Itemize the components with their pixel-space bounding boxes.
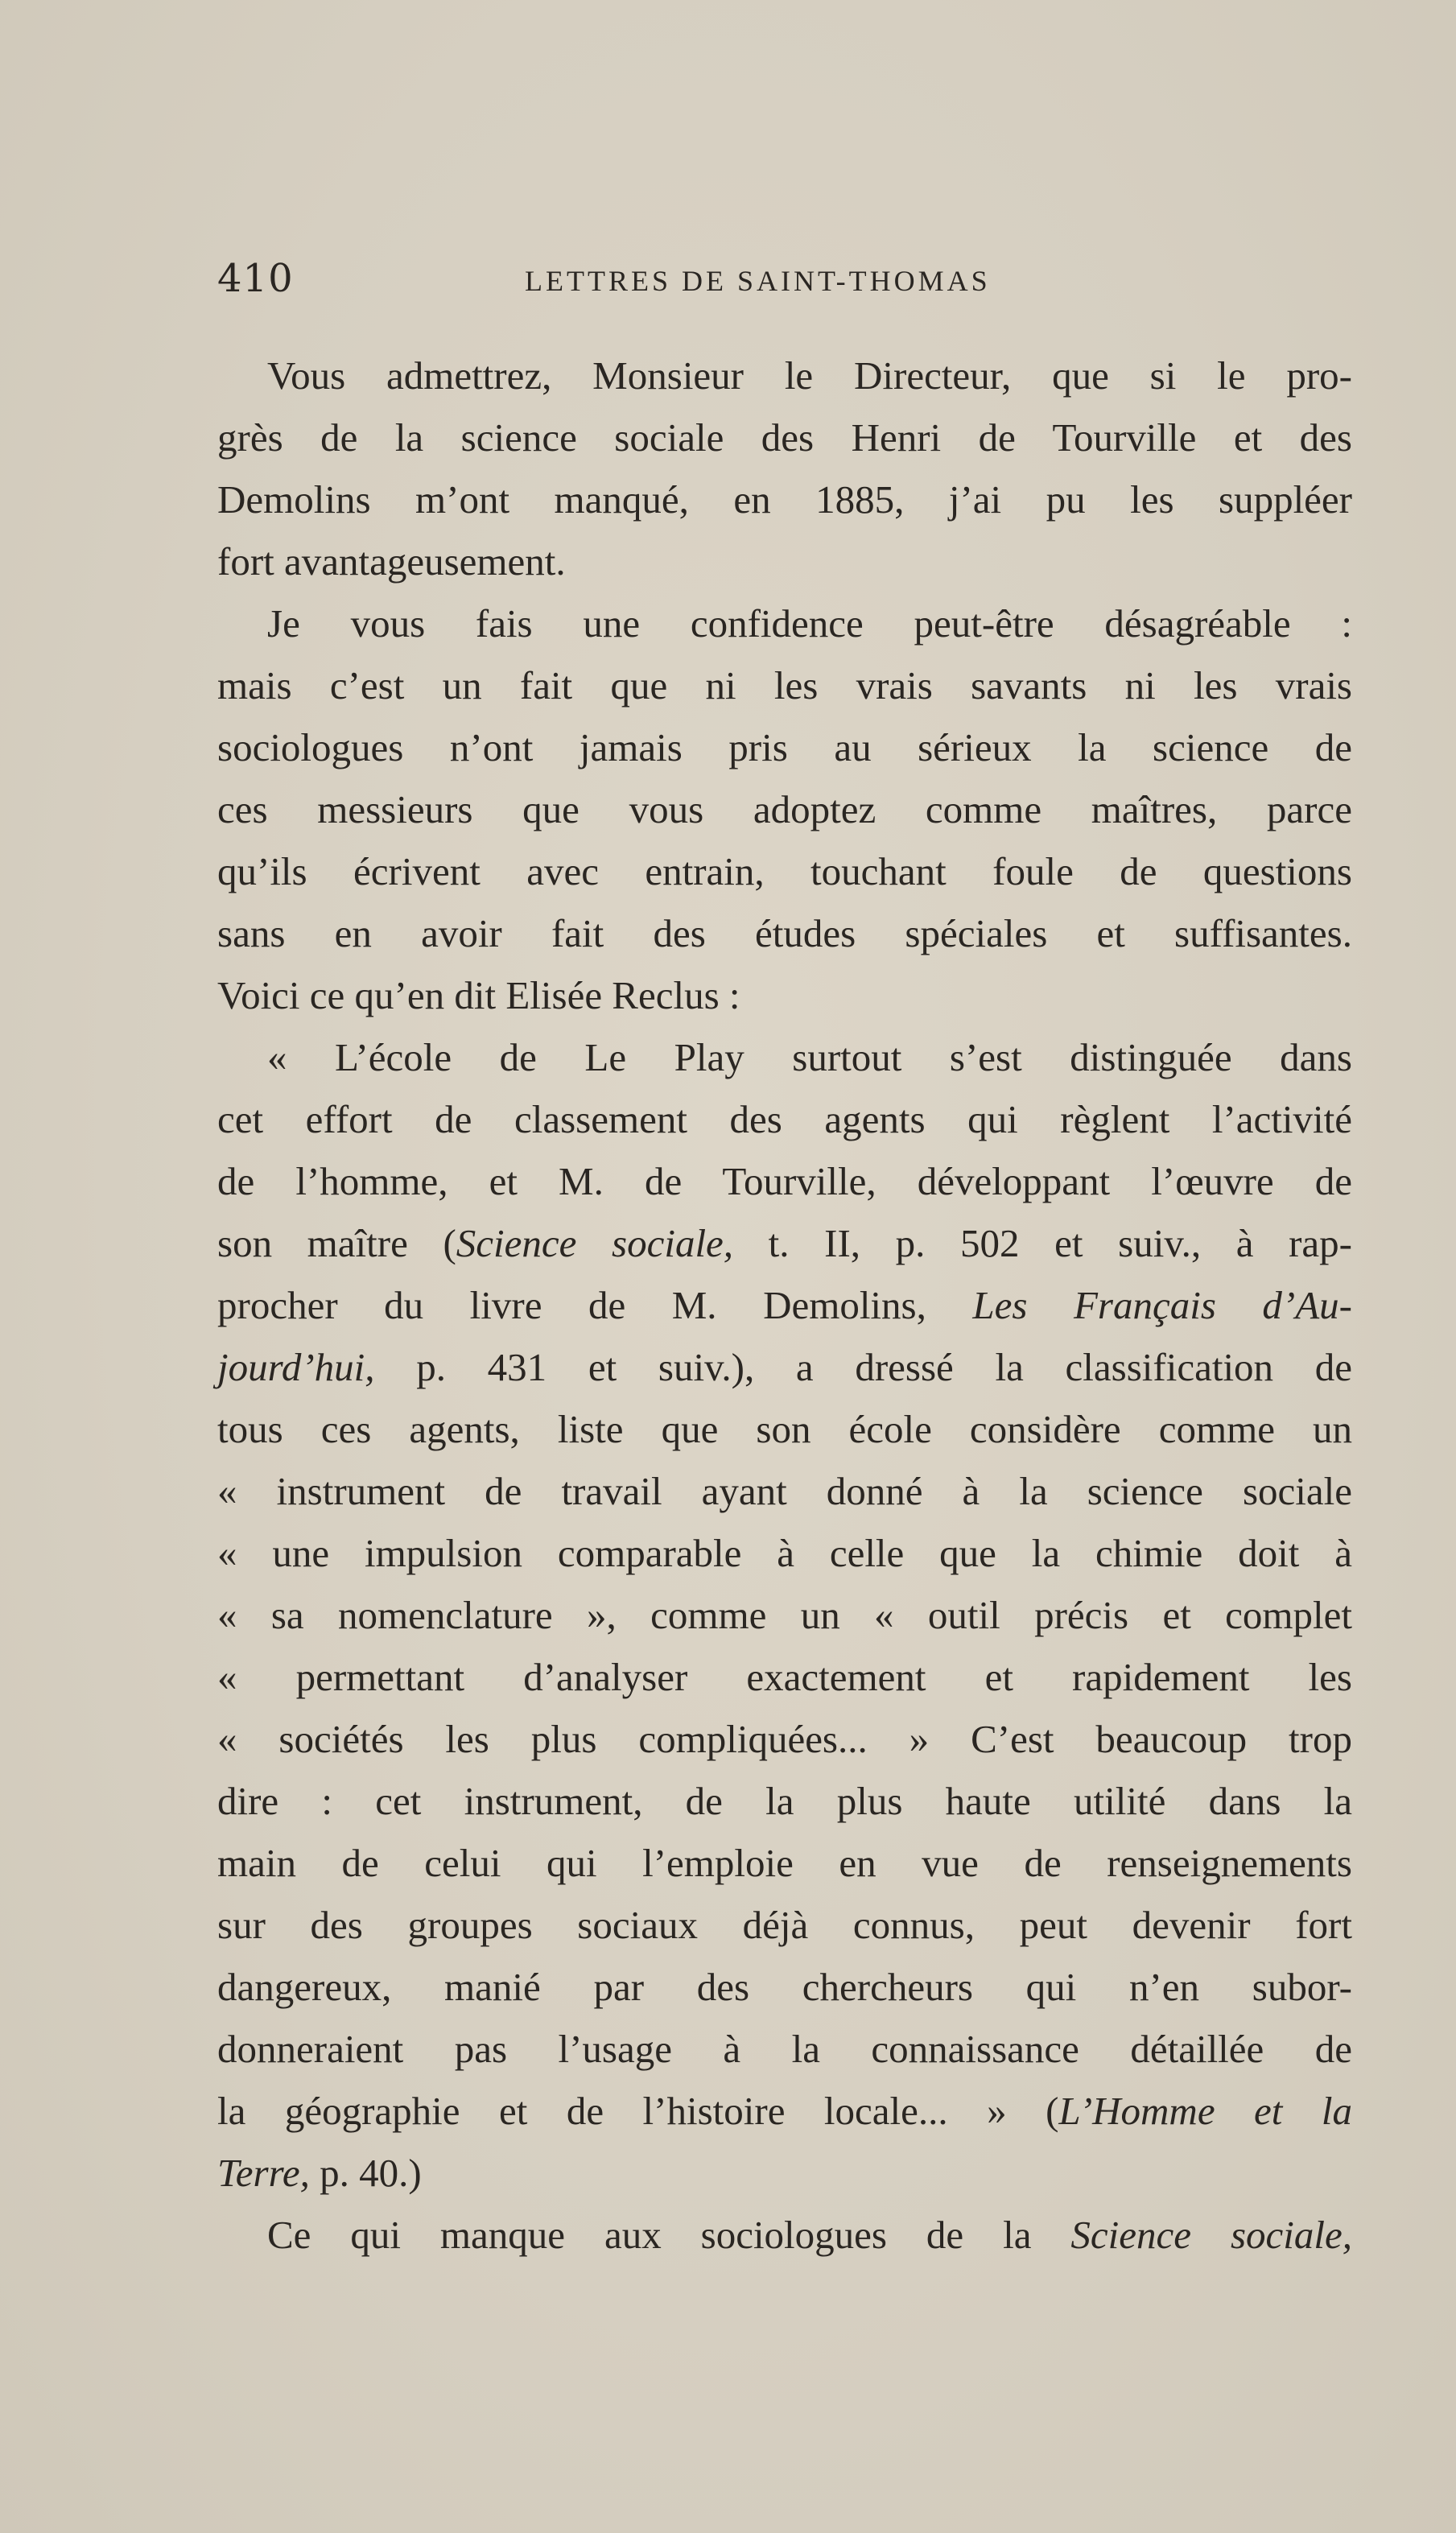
- italic-run: Terre,: [217, 2151, 310, 2195]
- running-title: LETTRES DE SAINT-THOMAS: [525, 265, 991, 297]
- text-line-mixed: [217, 1212, 1352, 1274]
- text-line-mixed: [217, 2080, 1352, 2142]
- italic-run: L’Homme et la: [1058, 2089, 1352, 2133]
- text-line: qu’ils écrivent avec entrain, touchant foule de questions: [217, 849, 1352, 893]
- text-line: cet effort de classement des agents qui règlent l’activité: [217, 1097, 1352, 1141]
- text-run: p. 40.): [309, 2151, 422, 2195]
- italic-run: Science sociale,: [1070, 2213, 1352, 2257]
- text-line-mixed: [217, 2204, 1352, 2266]
- text-line: Voici ce qu’en dit Elisée Reclus :: [217, 973, 740, 1017]
- text-line: Je vous fais une confidence peut-être désagréable :: [267, 601, 1352, 646]
- text-line: « permettant d’analyser exactement et rapidement les: [217, 1655, 1352, 1699]
- body-text: [217, 344, 1352, 2266]
- text-line: mais c’est un fait que ni les vrais savants ni les vrais: [217, 663, 1352, 708]
- text-line: grès de la science sociale des Henri de Tourville et des: [217, 415, 1352, 460]
- text-run: Ce qui manque aux sociologues de la: [267, 2213, 1071, 2257]
- text-line: dangereux, manié par des chercheurs qui n’en subor-: [217, 1965, 1352, 2009]
- italic-run: Les Français d’Au-: [972, 1283, 1352, 1327]
- text-line-mixed: [217, 2142, 1352, 2204]
- text-line: donneraient pas l’usage à la connaissance détaillée de: [217, 2027, 1352, 2071]
- page-number: 410: [217, 256, 294, 301]
- text-run: p. 431 et suiv.), a dressé la classification de: [374, 1345, 1352, 1389]
- text-line: Demolins m’ont manqué, en 1885, j’ai pu les suppléer: [217, 477, 1352, 522]
- text-line: sur des groupes sociaux déjà connus, peut devenir fort: [217, 1903, 1352, 1947]
- text-line-mixed: [217, 1336, 1352, 1398]
- italic-run: jourd’hui,: [217, 1345, 375, 1389]
- text-run: son maître (: [217, 1221, 456, 1265]
- text-line: fort avantageusement.: [217, 539, 566, 584]
- text-run: la géographie et de l’histoire locale... » (: [217, 2089, 1059, 2133]
- text-line: ces messieurs que vous adoptez comme maîtres, parce: [217, 787, 1352, 831]
- text-line: dire : cet instrument, de la plus haute utilité dans la: [217, 1779, 1352, 1823]
- text-line: « sa nomenclature », comme un « outil précis et complet: [217, 1593, 1352, 1637]
- text-line: main de celui qui l’emploie en vue de renseignements: [217, 1841, 1352, 1885]
- text-line: sociologues n’ont jamais pris au sérieux la science de: [217, 725, 1352, 769]
- text-line: « une impulsion comparable à celle que la chimie doit à: [217, 1531, 1352, 1575]
- text-line: « instrument de travail ayant donné à la science sociale: [217, 1469, 1352, 1513]
- text-line: de l’homme, et M. de Tourville, développant l’œuvre de: [217, 1159, 1352, 1203]
- text-line: Vous admettrez, Monsieur le Directeur, que si le pro-: [267, 353, 1352, 398]
- italic-run: Science sociale,: [456, 1221, 734, 1265]
- text-line: sans en avoir fait des études spéciales et suffisantes.: [217, 911, 1352, 955]
- text-line-mixed: [217, 1274, 1352, 1336]
- text-line: « sociétés les plus compliquées... » C’est beaucoup trop: [217, 1717, 1352, 1761]
- text-line: tous ces agents, liste que son école considère comme un: [217, 1407, 1352, 1451]
- text-line: « L’école de Le Play surtout s’est distinguée dans: [267, 1035, 1352, 1079]
- text-run: t. II, p. 502 et suiv., à rap-: [733, 1221, 1352, 1265]
- running-head: [217, 256, 1352, 304]
- text-run: procher du livre de M. Demolins,: [217, 1283, 973, 1327]
